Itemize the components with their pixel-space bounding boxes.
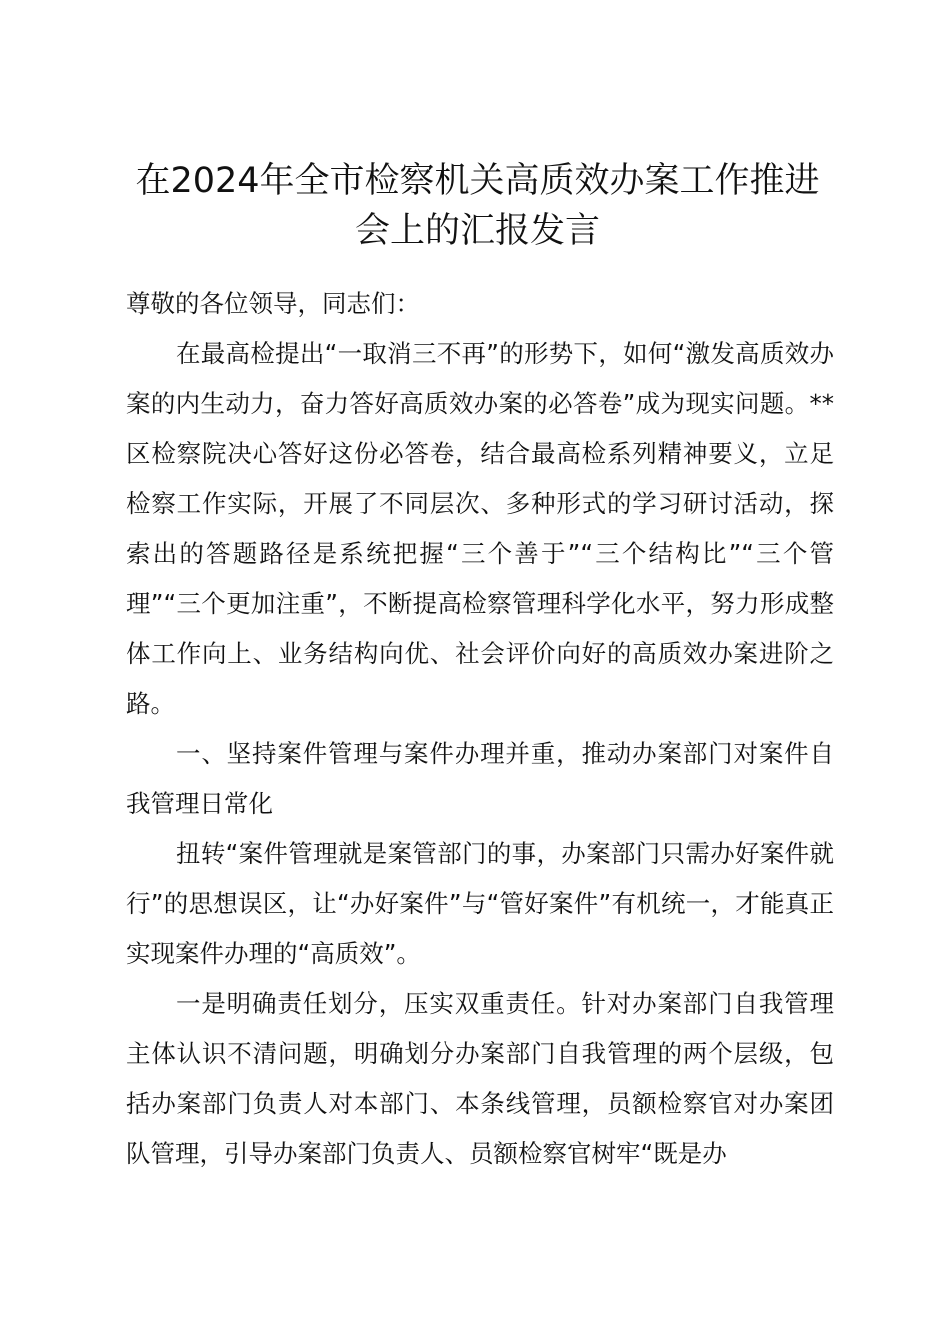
document-title	[120, 156, 835, 256]
title-line-2: 会上的汇报发言	[354, 211, 600, 251]
title-line-1: 在2024年全市检察机关高质效办案工作推进	[135, 161, 820, 201]
section-heading: 一、坚持案件管理与案件办理并重，推动办案部门对案件自我管理日常化	[126, 739, 834, 818]
salutation: 尊敬的各位领导，同志们：	[126, 289, 420, 318]
paragraph-section-intro: 扭转“案件管理就是案管部门的事，办案部门只需办好案件就行”的思想误区，让“办好案件”与“管好案件”有机统一，才能真正实现案件办理的“高质效”。	[126, 839, 834, 968]
paragraph-intro: 在最高检提出“一取消三不再”的形势下，如何“激发高质效办案的内生动力，奋力答好高质效办案的必答卷”成为现实问题。**区检察院决心答好这份必答卷，结合最高检系列精神要义，立足检察工作实际，开展了不同层次、多种形式的学习研讨活动，探索出的答题路径是系统把握“三个善于”“三个结构比”“三个管理”“三个更加注重”，不断提高检察管理科学化水平，努力形成整体工作向上、业务结构向优、社会评价向好的高质效办案进阶之路。	[126, 339, 834, 718]
paragraph-point-one: 一是明确责任划分，压实双重责任。针对办案部门自我管理主体认识不清问题，明确划分办案部门自我管理的两个层级，包括办案部门负责人对本部门、本条线管理，员额检察官对办案团队管理，引导办案部门负责人、员额检察官树牢“既是办	[126, 989, 834, 1168]
document-body	[126, 279, 834, 1179]
